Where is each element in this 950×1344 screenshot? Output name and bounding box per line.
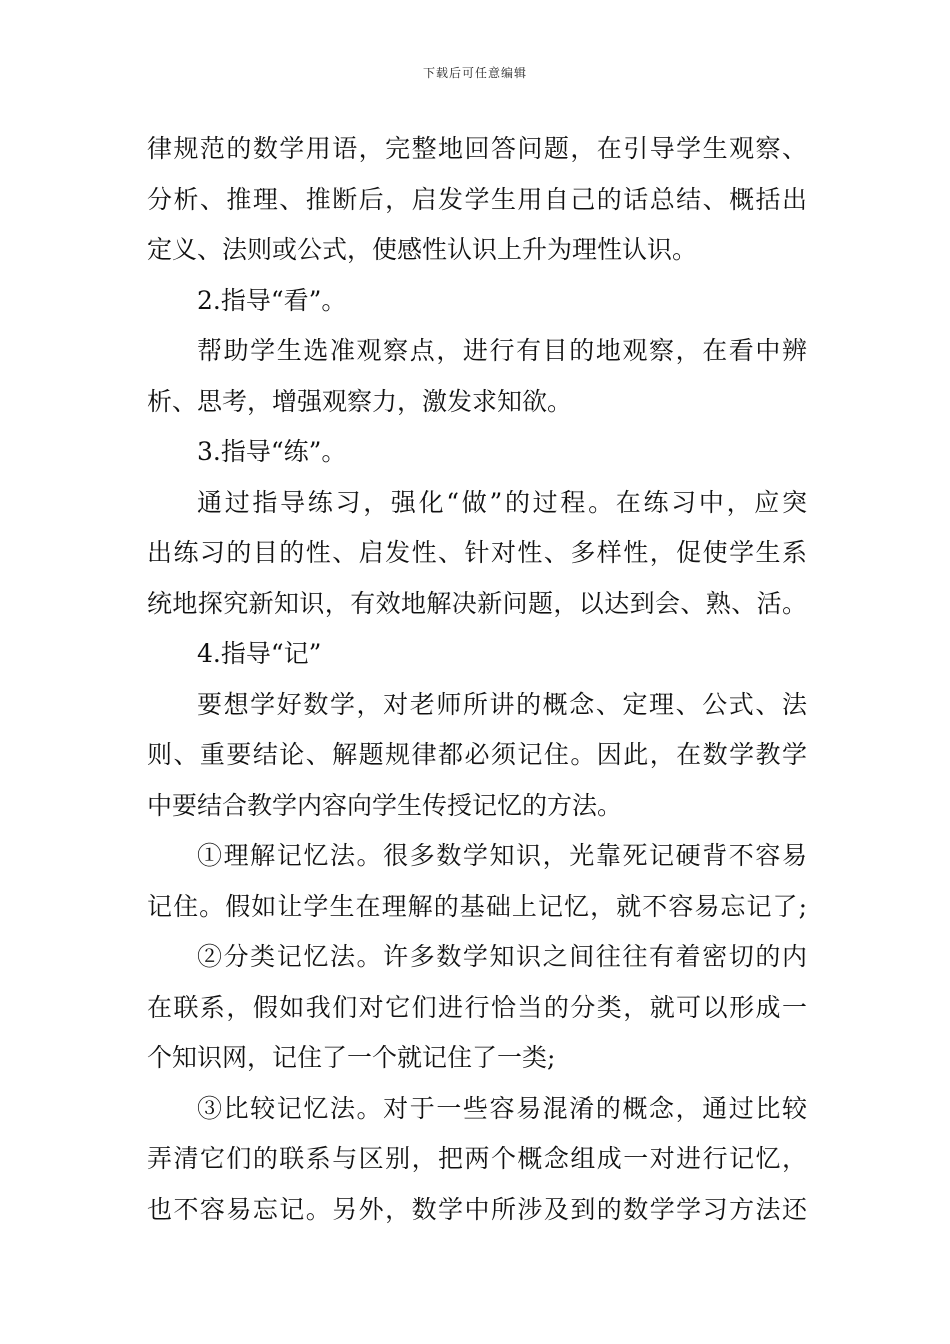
body-text [147, 124, 807, 1235]
section-heading-2: 2.指导“看”。 [197, 285, 347, 315]
text-line-22: 也不容易忘记。另外，数学中所涉及到的数学学习方法还 [147, 1194, 807, 1224]
text-line-2: 分析、推理、推断后，启发学生用自己的话总结、概括出 [147, 184, 807, 214]
section-heading-4: 4.指导“记” [197, 639, 322, 668]
text-line-12: 要想学好数学，对老师所讲的概念、定理、公式、法 [197, 689, 807, 719]
header-note: 下载后可任意编辑 [422, 66, 527, 80]
text-line-5: 帮助学生选准观察点，进行有目的地观察，在看中辨 [197, 336, 807, 365]
text-line-18: 在联系，假如我们对它们进行恰当的分类，就可以形成一 [147, 992, 807, 1022]
section-heading-3: 3.指导“练”。 [197, 437, 347, 466]
text-line-10: 统地探究新知识，有效地解决新问题，以达到会、熟、活。 [147, 588, 807, 618]
text-line-6: 析、思考，增强观察力，激发求知欲。 [147, 386, 573, 416]
text-line-9: 出练习的目的性、启发性、针对性、多样性，促使学生系 [147, 538, 807, 567]
text-line-13: 则、重要结论、解题规律都必须记住。因此，在数学教学 [147, 740, 807, 769]
text-line-16: 记住。假如让学生在理解的基础上记忆，就不容易忘记了; [147, 891, 807, 921]
text-line-14: 中要结合教学内容向学生传授记忆的方法。 [147, 790, 623, 820]
text-line-21: 弄清它们的联系与区别，把两个概念组成一对进行记忆， [147, 1144, 807, 1173]
text-line-17: ②分类记忆法。许多数学知识之间往往有着密切的内 [197, 942, 807, 971]
text-line-20: ③比较记忆法。对于一些容易混淆的概念，通过比较 [197, 1093, 807, 1123]
text-line-1: 律规范的数学用语，完整地回答问题，在引导学生观察、 [147, 134, 807, 163]
text-line-19: 个知识网，记住了一个就记住了一类; [147, 1043, 556, 1072]
text-line-8: 通过指导练习，强化“做”的过程。在练习中，应突 [197, 487, 807, 517]
text-line-15: ①理解记忆法。很多数学知识，光靠死记硬背不容易 [197, 841, 807, 870]
text-line-3: 定义、法则或公式，使感性认识上升为理性认识。 [147, 235, 698, 264]
